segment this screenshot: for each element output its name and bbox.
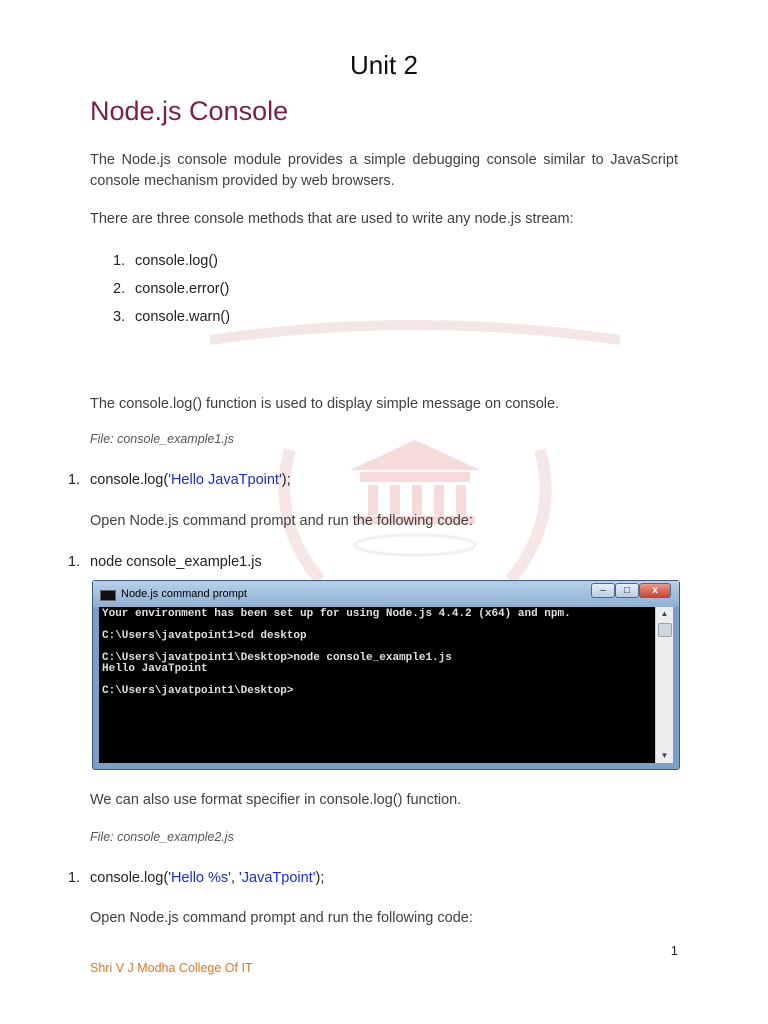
terminal-window: [92, 580, 680, 770]
code-line-number: 1.: [68, 472, 81, 488]
list-text: console.log(): [135, 253, 219, 269]
unit-title: Unit 2: [350, 50, 418, 80]
code-text: [90, 472, 291, 488]
open-prompt-1: Open Node.js command prompt and run the following code:: [90, 513, 473, 529]
code-string: 'Hello %s': [168, 870, 231, 886]
code-separator: ,: [230, 870, 240, 886]
command-line-1: [68, 554, 668, 574]
list-item: [113, 253, 313, 273]
page-heading: Node.js Console: [90, 96, 289, 126]
terminal-output: Your environment has been set up for using Node.js 4.4.2 (x64) and npm. C:\Users\javatpoint1>cd desktop C:\Users\javatpoint1\Desktop>node console_example1.js Hello JavaTpoint C:\Users\javatpoint1\Desktop>: [102, 608, 571, 697]
page-number: 1: [670, 943, 678, 958]
close-button[interactable]: x: [639, 583, 671, 598]
code-suffix: );: [281, 472, 291, 488]
footer-college-name: Shri V J Modha College Of IT: [90, 961, 253, 975]
list-text: console.warn(): [135, 309, 231, 325]
console-icon: [100, 590, 116, 601]
terminal-body: [99, 607, 673, 763]
list-number: 3.: [113, 309, 126, 325]
scroll-up-icon[interactable]: ▲: [660, 609, 669, 618]
code-text: [90, 870, 324, 886]
code-line-1: [68, 472, 668, 492]
code-function: console.log(: [90, 870, 169, 886]
intro-paragraph: The Node.js console module provides a simple debugging console similar to JavaScript console mechanism provided by web browsers.: [90, 152, 678, 189]
format-description: We can also use format specifier in console.log() function.: [90, 792, 462, 808]
scroll-down-icon[interactable]: ▼: [660, 751, 669, 760]
open-prompt-2: Open Node.js command prompt and run the following code:: [90, 910, 473, 926]
maximize-button[interactable]: □: [615, 583, 639, 598]
file-label-2: File: console_example2.js: [90, 830, 234, 844]
code-suffix: );: [315, 870, 325, 886]
command-text: node console_example1.js: [90, 554, 262, 570]
file-label-1: File: console_example1.js: [90, 432, 234, 446]
list-number: 2.: [113, 281, 126, 297]
code-line-number: 1.: [68, 870, 81, 886]
list-text: console.error(): [135, 281, 230, 297]
code-line-2: [68, 870, 668, 890]
terminal-scrollbar[interactable]: [655, 607, 673, 763]
code-line-number: 1.: [68, 554, 81, 570]
list-number: 1.: [113, 253, 126, 269]
minimize-button[interactable]: –: [591, 583, 615, 598]
scroll-thumb[interactable]: [658, 623, 672, 637]
log-description: The console.log() function is used to display simple message on console.: [90, 396, 560, 412]
code-string: 'Hello JavaTpoint': [168, 472, 282, 488]
methods-intro: There are three console methods that are used to write any node.js stream:: [90, 211, 574, 227]
list-item: [113, 281, 313, 301]
terminal-title: Node.js command prompt: [121, 588, 247, 600]
college-watermark: [200, 320, 630, 590]
code-function: console.log(: [90, 472, 169, 488]
code-string: 'JavaTpoint': [239, 870, 316, 886]
terminal-titlebar: [93, 581, 679, 607]
